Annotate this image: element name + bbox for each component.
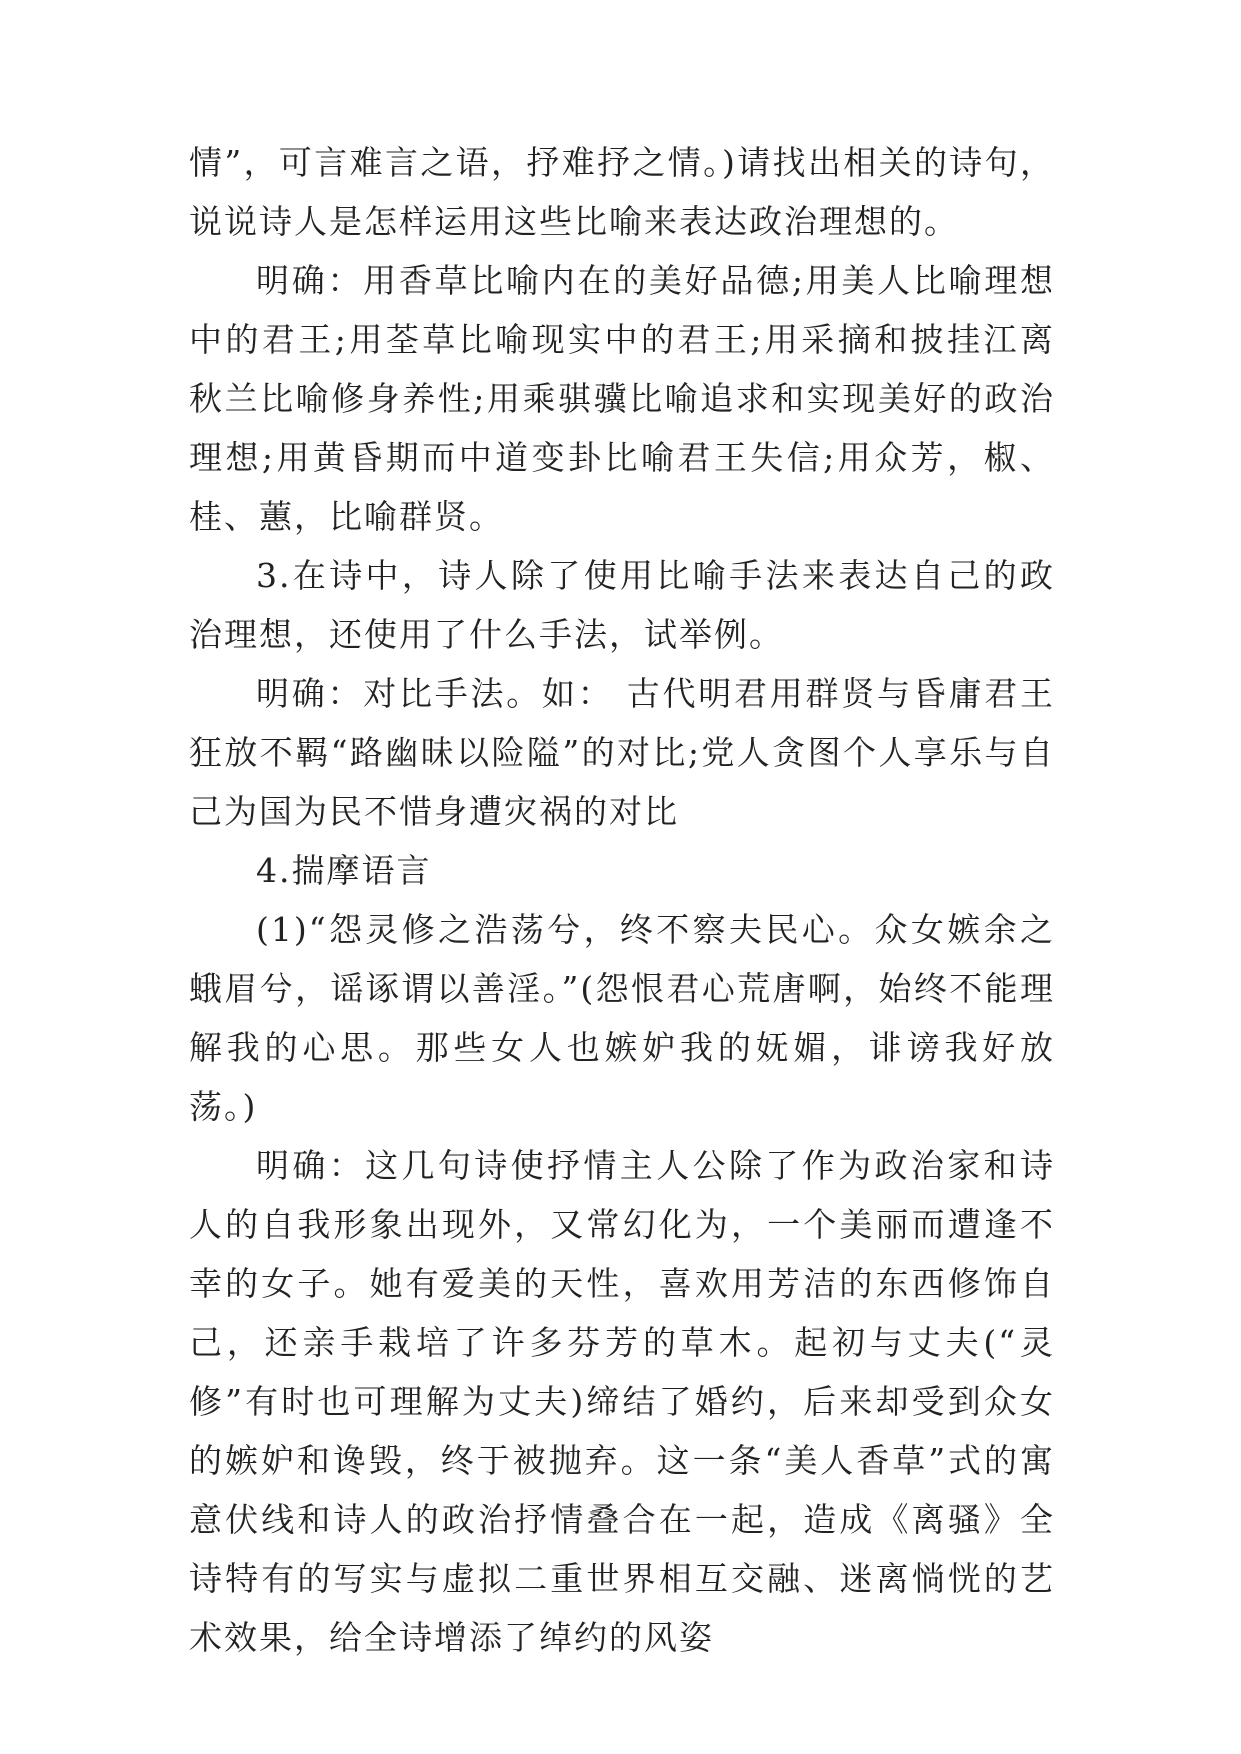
paragraph-answer-imagery: 明确：这几句诗使抒情主人公除了作为政治家和诗人的自我形象出现外，又常幻化为，一个美丽而遭逢不幸的女子。她有爱美的天性，喜欢用芳洁的东西修饰自己，还亲手栽培了许多芬芳的草木。起初与丈夫(“灵修”有时也可理解为丈夫)缔结了婚约，后来却受到众女的嫉妒和谗毁，终于被抛弃。这一条“美人香草”式的寓意伏线和诗人的政治抒情叠合在一起，造成《离骚》全诗特有的写实与虚拟二重世界相互交融、迷离惝恍的艺术效果，给全诗增添了绰约的风姿 <box>189 1146 1055 1657</box>
paragraph-heading-4: 4.揣摩语言 <box>256 851 432 890</box>
paragraph-quote-1: (1)“怨灵修之浩荡兮，终不察夫民心。众女嫉余之蛾眉兮，谣诼谓以善淫。”(怨恨君心荒唐啊，始终不能理解我的心思。那些女人也嫉妒我的妩媚，诽谤我好放荡。) <box>189 910 1055 1126</box>
paragraph-question-continuation: 情”，可言难言之语，抒难抒之情。)请找出相关的诗句，说说诗人是怎样运用这些比喻来表达政治理想的。 <box>189 143 1055 241</box>
paragraph-answer-contrast: 明确：对比手法。如： 古代明君用群贤与昏庸君王狂放不羁“路幽昧以险隘”的对比;党人贪图个人享乐与自己为国为民不惜身遭灾祸的对比 <box>189 674 1055 831</box>
document-body <box>189 133 1055 1667</box>
paragraph-answer-metaphors: 明确：用香草比喻内在的美好品德;用美人比喻理想中的君王;用荃草比喻现实中的君王;用采摘和披挂江离秋兰比喻修身养性;用乘骐骥比喻追求和实现美好的政治理想;用黄昏期而中道变卦比喻君王失信;用众芳，椒、桂、蕙，比喻群贤。 <box>189 261 1055 536</box>
paragraph-question-3: 3.在诗中，诗人除了使用比喻手法来表达自己的政治理想，还使用了什么手法，试举例。 <box>189 556 1055 654</box>
